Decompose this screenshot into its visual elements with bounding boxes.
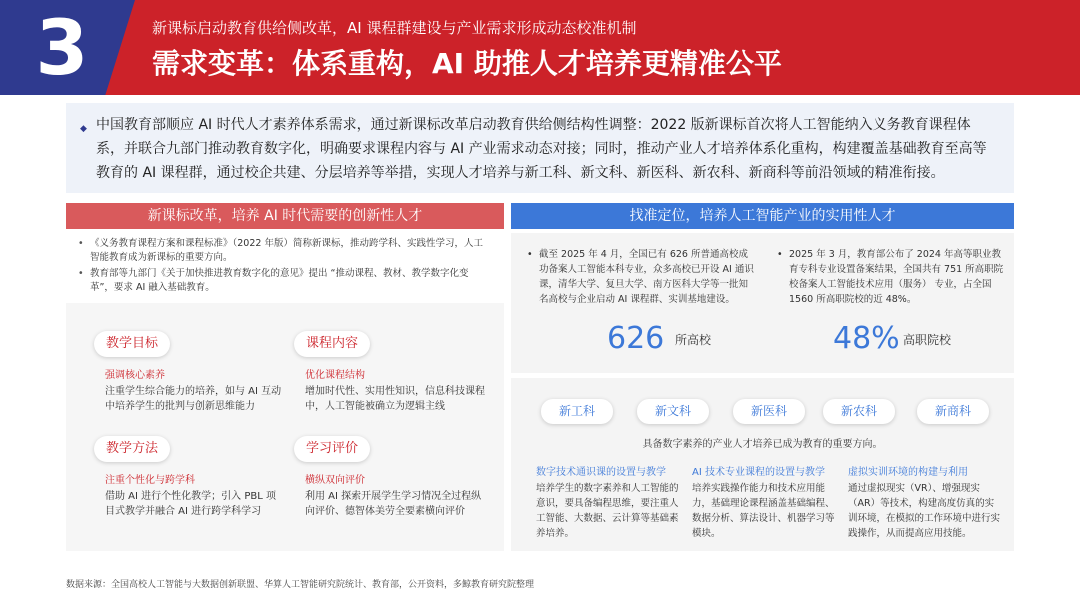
column-heading: AI 技术专业课程的设置与教学 [692, 467, 825, 478]
stat-note-universities: • 截至 2025 年 4 月，全国已有 626 所普通高校成功备案人工智能本科专业，众多高校已开设 AI 通识课，清华大学、复旦大学、南方医科大学等一批知名高校与企业启动 AI 课程群、实训基地建设。 [527, 247, 755, 307]
right-panel-heading: 找准定位，培养人工智能产业的实用性人才 [511, 203, 1014, 229]
stat-label-vocational: 高职院校 [903, 333, 952, 347]
tag-course-content: 课程内容 [294, 331, 370, 357]
discipline-medicine: 新医科 [733, 399, 805, 424]
stats-box [511, 233, 1014, 373]
column-heading: 虚拟实训环境的构建与利用 [848, 467, 968, 478]
header-subtitle: 新课标启动教育供给侧改革，AI 课程群建设与产业需求形成动态校准机制 [152, 19, 637, 37]
column-body: 通过虚拟现实（VR）、增强现实（AR）等技术，构建高度仿真的实训环境，在模拟的工作环境中进行实践操作，从而提高应用技能。 [848, 483, 1001, 539]
discipline-business: 新商科 [917, 399, 989, 424]
disciplines-box [511, 378, 1014, 551]
section-number: 3 [35, 3, 89, 92]
tag-learning-evaluation: 学习评价 [294, 436, 370, 462]
stat-value-universities: 626 [607, 321, 665, 356]
card-subhead: 优化课程结构 [305, 370, 365, 381]
page-title: 需求变革：体系重构，AI 助推人才培养更精准公平 [152, 47, 782, 80]
card-subhead: 强调核心素养 [105, 370, 165, 381]
card-subhead: 横纵双向评价 [305, 475, 365, 486]
stat-value-vocational: 48% [833, 321, 900, 356]
card-body: 借助 AI 进行个性化教学；引入 PBL 项目式教学并融合 AI 进行跨学科学习 [105, 491, 276, 517]
header-banner [0, 0, 1080, 95]
stat-note-vocational: • 2025 年 3 月，教育部公布了 2024 年高等职业教育专科专业设置备案结果，全国共有 751 所高职院校备案人工智能技术应用（服务） 专业，占全国 1560 所高职院校的近 48%。 [777, 247, 1005, 307]
column-heading: 数字技术通识课的设置与教学 [536, 467, 666, 478]
left-notes [66, 233, 504, 299]
tag-teaching-goal: 教学目标 [94, 331, 170, 357]
stat-label-universities: 所高校 [675, 333, 712, 347]
intro-box [66, 103, 1014, 193]
discipline-engineering: 新工科 [541, 399, 613, 424]
left-panel-heading: 新课标改革，培养 AI 时代需要的创新性人才 [66, 203, 504, 229]
card-body: 注重学生综合能力的培养，如与 AI 互动中培养学生的批判与创新思维能力 [105, 386, 282, 412]
card-body: 利用 AI 探索开展学生学习情况全过程纵向评价、德智体美劳全要素横向评价 [305, 491, 482, 517]
tag-teaching-method: 教学方法 [94, 436, 170, 462]
intro-text: 中国教育部顺应 AI 时代人才素养体系需求，通过新课标改革启动教育供给侧结构性调整：2022 版新课标首次将人工智能纳入义务教育课程体系，并联合九部门推动教育数字化，明确要求课程内容与 AI 产业需求动态对接；同时，推动产业人才培养体系化重构，构建覆盖基础教育至高等教育的 AI 课程群，通过校企共建、分层培养等举措，实现人才培养与新工科、新文科、新医科、新农科、新商科等前沿领域的精准衔接。 [96, 117, 987, 181]
disciplines-summary: 具备数字素养的产业人才培养已成为教育的重要方向。 [642, 439, 883, 450]
discipline-liberal-arts: 新文科 [637, 399, 709, 424]
card-subhead: 注重个性化与跨学科 [105, 475, 195, 486]
card-body: 增加时代性、实用性知识，信息科技课程中，人工智能被确立为逻辑主线 [305, 386, 485, 412]
discipline-agriculture: 新农科 [823, 399, 895, 424]
left-note-1: • 《义务教育课程方案和课程标准》（2022 年版）简称新课标，推动跨学科、实践性学习，人工智能教育成为新课标的重要方向。 [78, 237, 492, 265]
diamond-bullet-icon: ◆ [80, 124, 87, 134]
data-source: 数据来源：全国高校人工智能与大数据创新联盟、华算人工智能研究院统计、教育部，公开资料，多鲸教育研究院整理 [66, 580, 535, 590]
reform-cards [66, 303, 504, 551]
column-body: 培养学生的数字素养和人工智能的意识，要具备编程思维，要注重人工智能、大数据、云计算等基础素养培养。 [536, 483, 679, 539]
column-body: 培养实践操作能力和技术应用能力，基础理论课程涵盖基础编程、数据分析、算法设计、机器学习等模块。 [692, 483, 835, 539]
left-note-2: • 教育部等九部门《关于加快推进教育数字化的意见》提出 “推动课程、教材、教学数字化变革”，要求 AI 融入基础教育。 [78, 267, 492, 295]
